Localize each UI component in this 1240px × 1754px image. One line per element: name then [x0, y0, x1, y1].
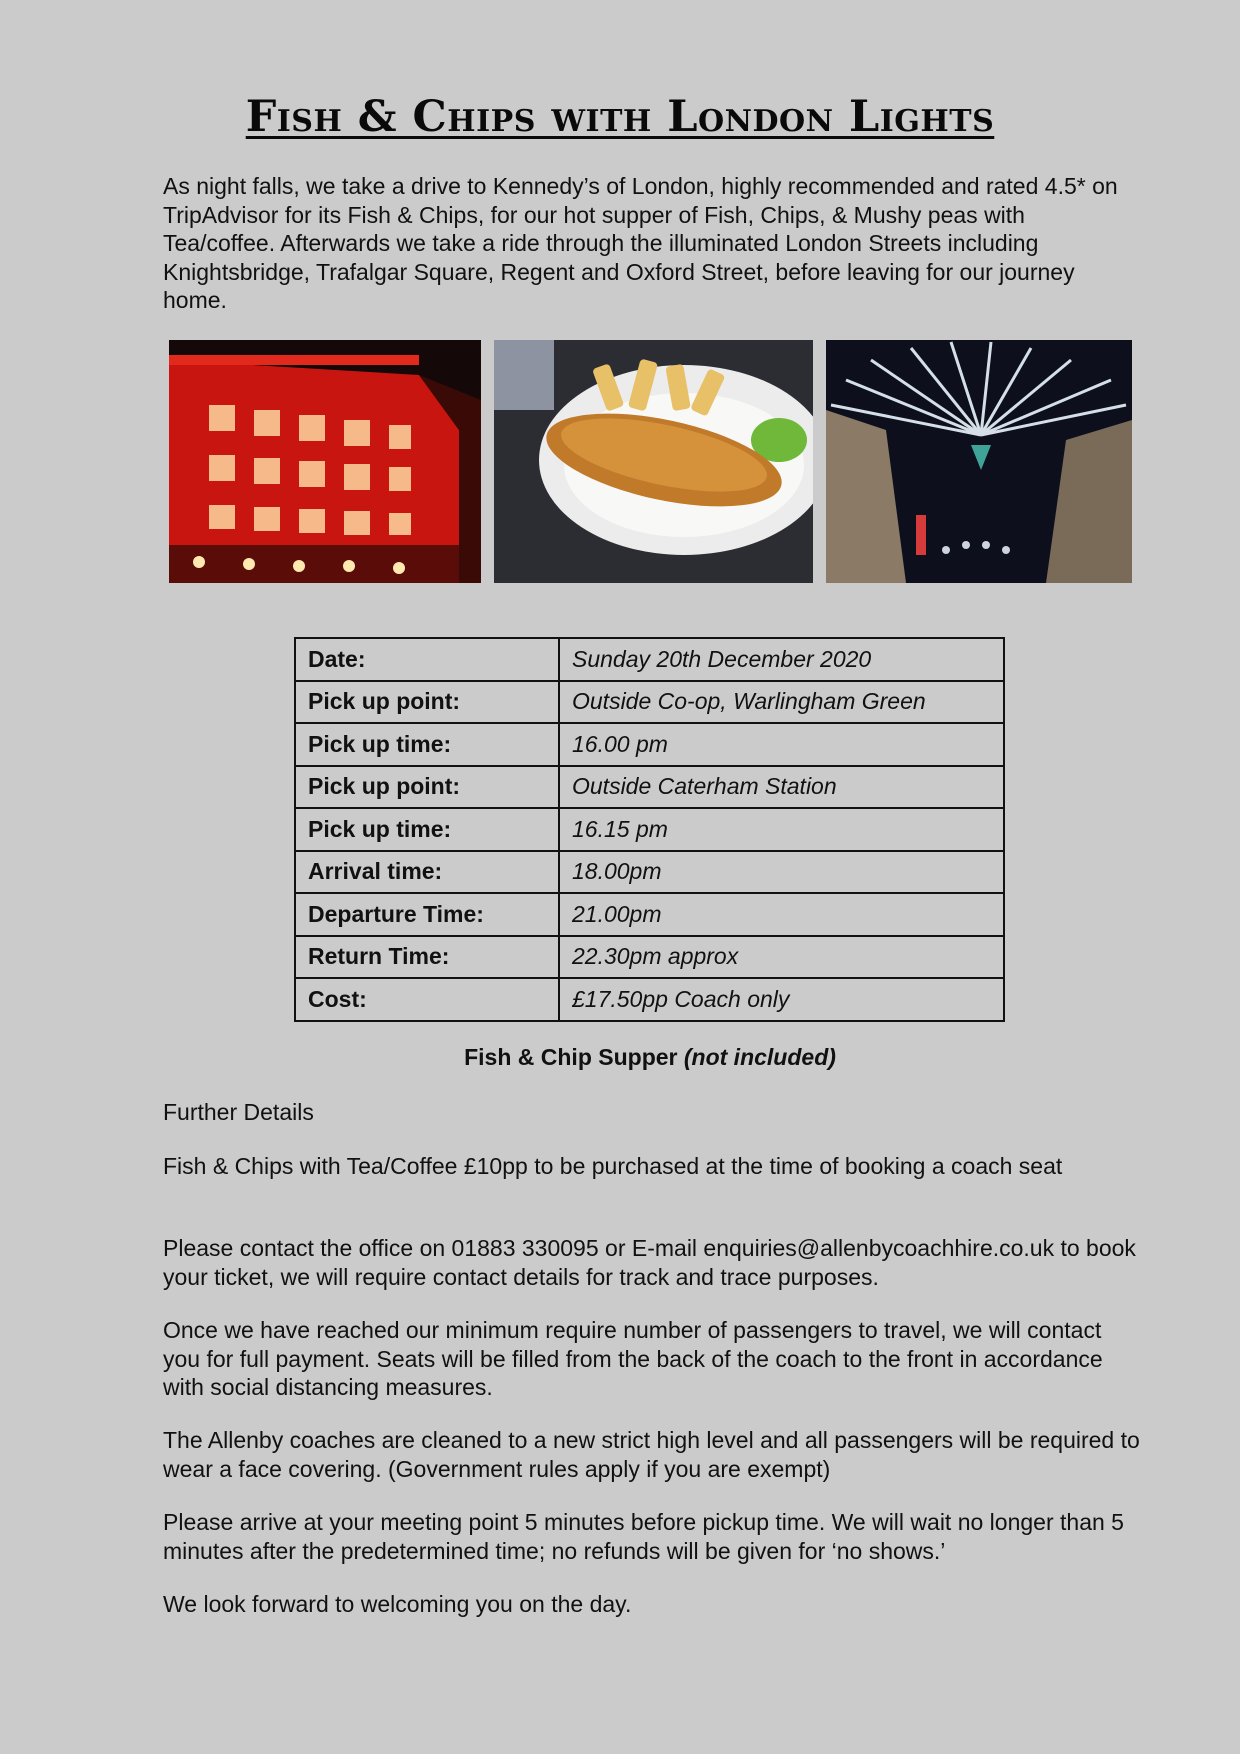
- detail-label: Pick up point:: [295, 766, 559, 809]
- further-details-heading: Further Details: [163, 1099, 314, 1125]
- detail-label: Departure Time:: [295, 893, 559, 936]
- detail-label: Cost:: [295, 978, 559, 1021]
- table-row: [295, 978, 1004, 1021]
- detail-label: Pick up time:: [295, 723, 559, 766]
- detail-value: Outside Co-op, Warlingham Green: [559, 681, 1004, 724]
- table-row: [295, 638, 1004, 681]
- table-row: [295, 766, 1004, 809]
- further-paragraph-5: Please arrive at your meeting point 5 minutes before pickup time. We will wait no longer than 5 minutes after the predetermined time; no refunds will be given for ‘no shows.’: [163, 1509, 1124, 1564]
- trip-details-table: [294, 637, 1005, 1022]
- detail-value: 22.30pm approx: [559, 936, 1004, 979]
- intro-paragraph: As night falls, we take a drive to Kennedy’s of London, highly recommended and rated 4.5* on TripAdvisor for its Fish & Chips, for our hot supper of Fish, Chips, & Mushy peas with Tea/coffee. Afterwards we take a ride through the illuminated London Streets including Knightsbridge, Trafalgar Square, Regent and Oxford Street, before leaving for our journey home.: [163, 173, 1118, 313]
- page-title: Fish & Chips with London Lights: [245, 92, 995, 142]
- table-row: [295, 851, 1004, 894]
- table-row: [295, 893, 1004, 936]
- detail-value: 21.00pm: [559, 893, 1004, 936]
- supper-note: [0, 1044, 1240, 1071]
- detail-label: Pick up point:: [295, 681, 559, 724]
- table-row: [295, 723, 1004, 766]
- page-title-wrap: [0, 92, 1240, 142]
- further-paragraph-2: Please contact the office on 01883 330095 or E-mail enquiries@allenbycoachhire.co.uk to book your ticket, we will require contact details for track and trace purposes.: [163, 1235, 1136, 1290]
- detail-value: 16.15 pm: [559, 808, 1004, 851]
- detail-value: 18.00pm: [559, 851, 1004, 894]
- street-lights-photo: [826, 340, 1132, 583]
- detail-label: Arrival time:: [295, 851, 559, 894]
- table-row: [295, 808, 1004, 851]
- table-row: [295, 681, 1004, 724]
- further-paragraph-4: The Allenby coaches are cleaned to a new strict high level and all passengers will be required to wear a face covering. (Government rules apply if you are exempt): [163, 1427, 1140, 1482]
- detail-value: Outside Caterham Station: [559, 766, 1004, 809]
- table-row: [295, 936, 1004, 979]
- detail-label: Pick up time:: [295, 808, 559, 851]
- illuminated-building-photo: [169, 340, 481, 583]
- supper-main: Fish & Chip Supper: [464, 1044, 684, 1070]
- further-paragraph-3: Once we have reached our minimum require number of passengers to travel, we will contact you for full payment. Seats will be filled from the back of the coach to the front in accordance with social distancing measures.: [163, 1317, 1103, 1400]
- detail-label: Return Time:: [295, 936, 559, 979]
- detail-value: 16.00 pm: [559, 723, 1004, 766]
- supper-not-included: (not included): [683, 1044, 836, 1070]
- detail-value: Sunday 20th December 2020: [559, 638, 1004, 681]
- further-paragraph-1: Fish & Chips with Tea/Coffee £10pp to be purchased at the time of booking a coach seat: [163, 1153, 1063, 1179]
- detail-value: £17.50pp Coach only: [559, 978, 1004, 1021]
- further-paragraph-6: We look forward to welcoming you on the day.: [163, 1591, 632, 1617]
- detail-label: Date:: [295, 638, 559, 681]
- fish-and-chips-plate-photo: [494, 340, 813, 583]
- photo-strip: [0, 340, 1240, 583]
